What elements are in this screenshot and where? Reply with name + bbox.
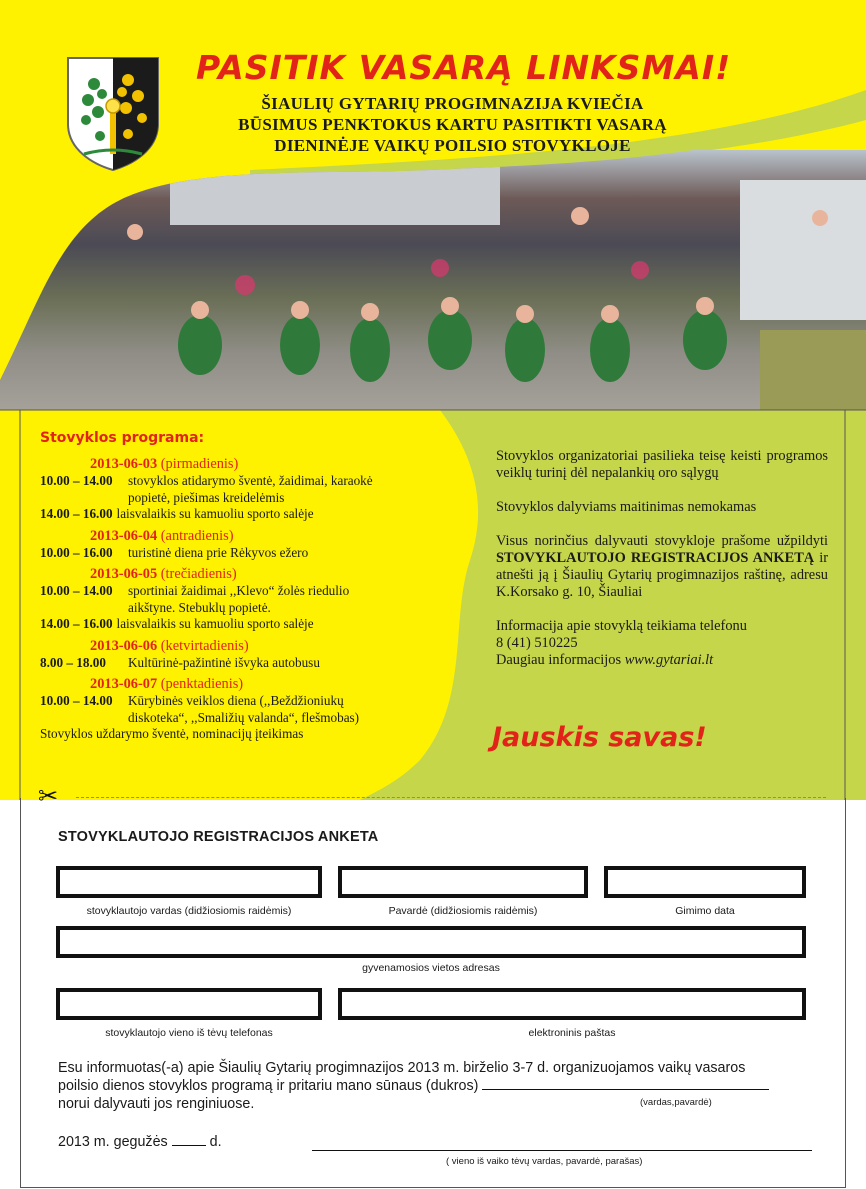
slot-activity-line: diskoteka“, ,,Smaližių valanda“, flešmobas) (128, 709, 360, 725)
schedule-slot (40, 545, 460, 562)
last-name-label: Pavardė (didžiosiomis raidėmis) (388, 905, 538, 917)
slot-activity: laisvalaikis su kamuoliu sporto salėje (116, 506, 314, 521)
day-date: 2013-06-03 (90, 456, 158, 472)
program-day (40, 638, 460, 672)
program-day (40, 456, 460, 523)
slot-time: 10.00 – 16.00 (40, 544, 113, 560)
program-title: Stovyklos programa: (40, 430, 205, 446)
birth-date-field[interactable] (604, 866, 806, 898)
date-suffix: d. (205, 1134, 222, 1150)
day-weekday: (antradienis) (160, 527, 234, 544)
program-day (40, 566, 460, 633)
form-title: STOVYKLAUTOJO REGISTRACIJOS ANKETA (58, 829, 379, 845)
slogan: Jauskis savas! (492, 722, 707, 753)
day-heading (40, 638, 460, 655)
parent-phone-field[interactable] (56, 988, 322, 1020)
slot-activity-line: sportiniai žaidimai ,,Klevo“ žolės riedulio (128, 583, 350, 598)
organizer-note: Stovyklos organizatoriai pasilieka teisę keisti programos veiklų turinį dėl nepalankių oro sąlygų (496, 448, 828, 481)
day-date: 2013-06-07 (90, 676, 158, 692)
schedule-slot (40, 693, 460, 726)
day-date: 2013-06-06 (90, 637, 158, 654)
website-link[interactable]: www.gytariai.lt (624, 652, 714, 668)
consent-line (58, 1077, 814, 1095)
signature-hint: ( vieno iš vaiko tėvų vardas, pavardė, parašas) (446, 1156, 643, 1167)
program-day (40, 676, 460, 743)
email-field[interactable] (338, 988, 806, 1020)
invitation-line-1: ŠIAULIŲ GYTARIŲ PROGIMNAZIJA KVIEČIA (261, 94, 644, 113)
slot-time: 14.00 – 16.00 (40, 506, 113, 521)
day-weekday: (ketvirtadienis) (160, 637, 249, 654)
child-name-input[interactable] (482, 1077, 769, 1090)
day-heading (40, 528, 460, 545)
slot-activity (128, 583, 349, 616)
program-day (40, 528, 460, 562)
email-label: elektroninis paštas (528, 1027, 616, 1039)
signature-line[interactable] (312, 1150, 812, 1151)
slot-activity-line: stovyklos atidarymo šventė, žaidimai, karaokė (128, 473, 373, 488)
slot-activity-line: aikštyne. Stebuklų popietė. (128, 599, 271, 615)
school-crest-logo (64, 54, 162, 172)
first-name-field[interactable] (56, 866, 322, 898)
slot-activity: Kultūrinė-pažintinė išvyka autobusu (128, 654, 320, 670)
slot-time: 10.00 – 14.00 (40, 693, 113, 708)
parent-phone-label: stovyklautojo vieno iš tėvų telefonas (105, 1027, 273, 1039)
invitation-line-2: BŪSIMUS PENKTOKUS KARTU PASITIKTI VASARĄ (238, 115, 667, 134)
date-prefix: 2013 m. gegužės (58, 1134, 172, 1150)
consent-line: norui dalyvauti jos renginiuose. (58, 1096, 255, 1112)
day-heading (40, 676, 460, 693)
contact-info (496, 618, 828, 669)
slot-time: 10.00 – 14.00 (40, 473, 113, 488)
consent-text: poilsio dienos stovyklos programą ir pritariu mano sūnaus (dukros) (58, 1078, 483, 1094)
day-date: 2013-06-04 (90, 527, 158, 544)
day-weekday: (pirmadienis) (160, 456, 239, 472)
scissors-icon: ✂ (38, 782, 59, 810)
slot-activity-line: popietė, piešimas kreidelėmis (128, 489, 285, 505)
birth-date-label: Gimimo data (675, 905, 735, 917)
slot-time: 10.00 – 14.00 (40, 583, 113, 598)
poster-headline: PASITIK VASARĄ LINKSMAI! (196, 48, 732, 87)
invitation-line-3: DIENINĖJE VAIKŲ POILSIO STOVYKLOJE (274, 136, 631, 155)
notes-column (496, 448, 828, 669)
address-label: gyvenamosios vietos adresas (362, 962, 500, 974)
registration-text: Visus norinčius dalyvauti stovykloje prašome užpildyti (496, 533, 828, 549)
more-info (496, 652, 828, 669)
address-field[interactable] (56, 926, 806, 958)
schedule-slot (40, 473, 460, 506)
schedule-slot (40, 616, 460, 633)
child-name-hint: (vardas,pavardė) (640, 1097, 712, 1108)
last-name-field[interactable] (338, 866, 588, 898)
schedule-slot (40, 655, 460, 672)
closing-ceremony: Stovyklos uždarymo šventė, nominacijų įteikimas (40, 726, 304, 741)
slot-activity-line: Kūrybinės veiklos diena (,,Beždžioniukų (128, 693, 344, 708)
day-input[interactable] (172, 1134, 206, 1146)
first-name-label: stovyklautojo vardas (didžiosiomis raidėmis) (86, 905, 292, 917)
slot-activity: turistinė diena prie Rėkyvos ežero (128, 544, 309, 560)
day-weekday: (penktadienis) (160, 676, 244, 692)
consent-line: Esu informuotas(-a) apie Šiaulių Gytarių progimnazijos 2013 m. birželio 3-7 d. organizuojamos vaikų vasaros (58, 1060, 746, 1076)
slot-activity: laisvalaikis su kamuoliu sporto salėje (116, 616, 314, 631)
schedule-slot (40, 583, 460, 616)
day-date: 2013-06-05 (90, 566, 158, 582)
info-line: Informacija apie stovyklą teikiama telefonu (496, 618, 747, 634)
slot-activity (128, 473, 373, 506)
day-weekday: (trečiadienis) (160, 566, 237, 582)
phone-number: 8 (41) 510225 (496, 635, 578, 651)
registration-note (496, 533, 828, 601)
registration-text: ir atnešti ją į Šiaulių Gytarių progimnazijos raštinę, adresu K.Korsako g. 10, Šiauliai (496, 550, 828, 600)
more-info-label: Daugiau informacijos (496, 652, 625, 668)
slot-time: 14.00 – 16.00 (40, 616, 113, 631)
registration-form-name: STOVYKLAUTOJO REGISTRACIJOS ANKETĄ (496, 550, 815, 566)
day-heading (40, 456, 460, 473)
slot-time: 8.00 – 18.00 (40, 654, 106, 670)
meals-note: Stovyklos dalyviams maitinimas nemokamas (496, 499, 757, 515)
slot-activity (128, 693, 359, 726)
day-heading (40, 566, 460, 583)
schedule-slot (40, 506, 460, 523)
program-schedule (40, 456, 460, 748)
signing-date (58, 1134, 222, 1150)
